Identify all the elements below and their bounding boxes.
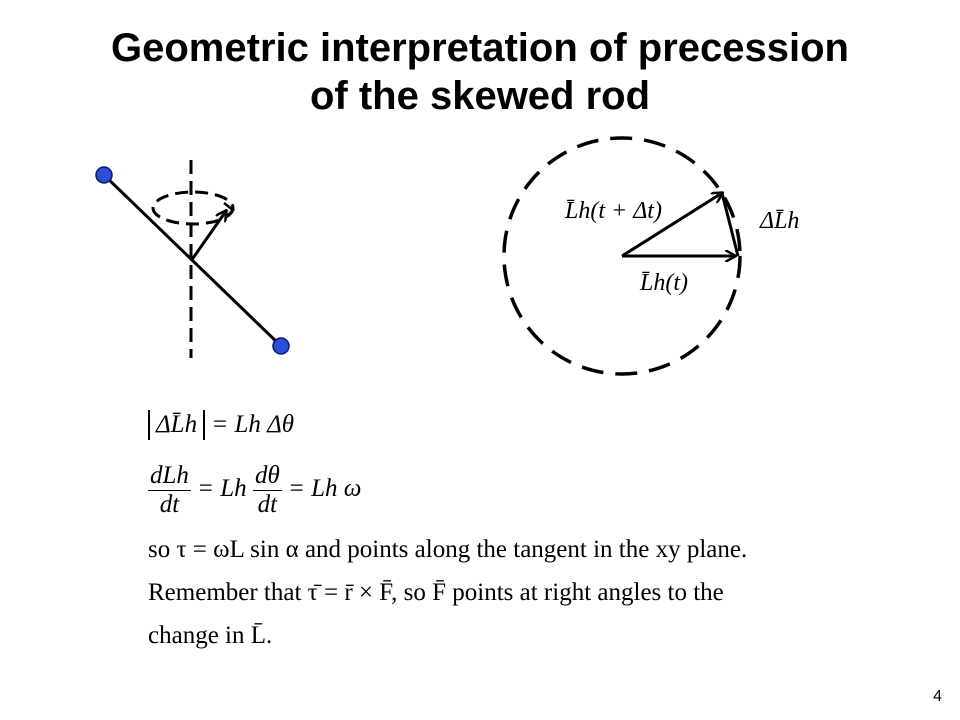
eq2-middle: = Lh: [197, 475, 247, 503]
angular-momentum-vector: [191, 211, 226, 261]
label-lh-t-dt: L̄h(t + Δt): [565, 198, 662, 224]
eq2-rhs: = Lh ω: [287, 475, 362, 503]
text-line-4: Remember that τ̄ = r̄ × F̄, so F̄ points at right angles to the: [148, 579, 724, 606]
eq2-denominator-2: dt: [257, 491, 278, 518]
eq2-denominator: dt: [159, 491, 180, 518]
precession-figure: [504, 138, 799, 374]
fraction-dlh-dt: [148, 462, 191, 519]
abs-delta-lh: [148, 410, 205, 440]
fraction-dtheta-dt: [253, 462, 282, 519]
eq1-rhs: = Lh Δθ: [211, 411, 295, 438]
equation-2: [148, 462, 361, 519]
label-delta-lh: ΔL̄h: [760, 208, 800, 234]
mass-top: [96, 167, 112, 183]
label-lh-t: L̄h(t): [640, 270, 688, 296]
eq2-numerator-2: dθ: [254, 462, 280, 489]
eq2-numerator: dLh: [150, 462, 189, 489]
title-line-2: of the skewed rod: [309, 74, 651, 118]
equation-1: [148, 410, 294, 440]
delta-vector: [722, 193, 738, 256]
rod-figure: [96, 160, 289, 358]
text-line-3: so τ = ωL sin α and points along the tangent in the xy plane.: [148, 536, 748, 563]
eq1-lhs: ΔL̄h: [156, 411, 198, 438]
mass-bottom: [273, 338, 289, 354]
title-line-1: Geometric interpretation of precession: [111, 26, 849, 70]
page-number: 4: [933, 688, 942, 705]
text-line-5: change in L̄.: [148, 622, 273, 649]
